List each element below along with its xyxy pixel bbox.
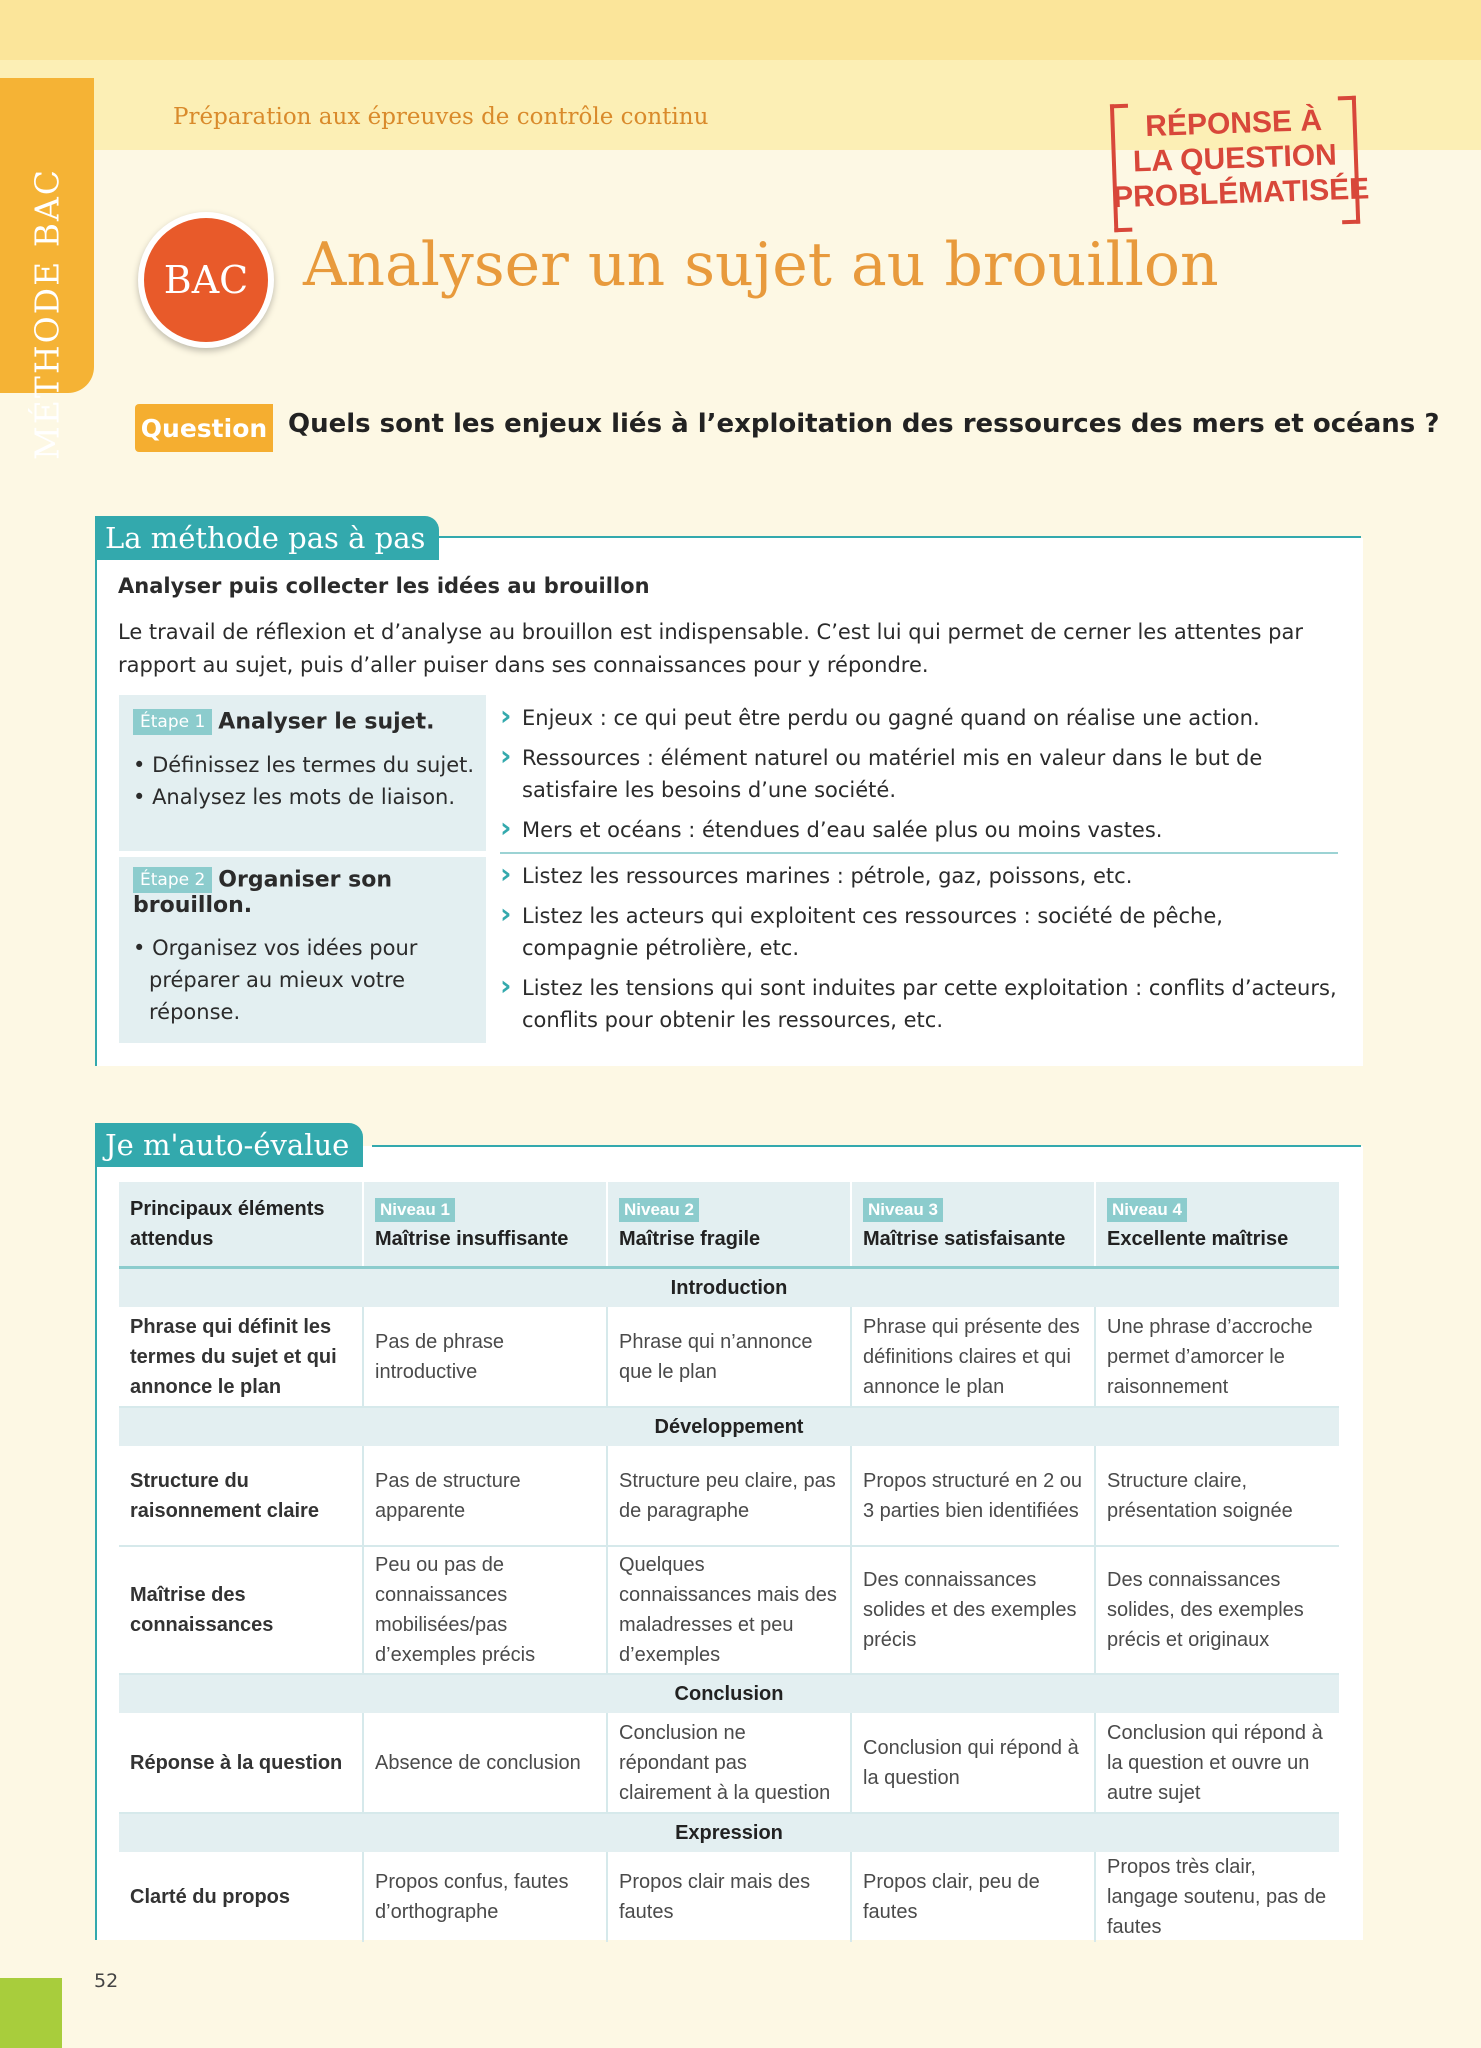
eval-tab: Je m'auto-évalue <box>95 1123 363 1167</box>
side-label: MÉTHODE BAC <box>27 167 67 461</box>
step-divider <box>119 851 486 857</box>
level-tag: Niveau 2 <box>619 1198 699 1222</box>
step-tag: Étape 1 <box>133 709 212 735</box>
bac-badge: BAC <box>138 212 274 348</box>
question-text: Quels sont les enjeux liés à l’exploitation des ressources des mers et océans ? <box>288 409 1440 439</box>
page-number: 52 <box>94 1970 119 1992</box>
table-row: Structure du raisonnement claire Pas de structure apparente Structure peu claire, pas de paragraphe Propos structuré en 2 ou 3 parties bien identifiées Structure claire, présentation soignée <box>119 1446 1339 1546</box>
question-label: Question <box>135 404 273 452</box>
methode-intro: Le travail de réflexion et d’analyse au brouillon est indispensable. C’est lui qui permet de cerner les attentes par rapport au sujet, puis d’aller puiser dans ses connaissances pour y répondre. <box>118 620 1303 677</box>
table-row: Clarté du propos Propos confus, fautes d’orthographe Propos clair mais des fautes Propos clair, peu de fautes Propos très clair, langage soutenu, pas de fautes <box>119 1852 1339 1942</box>
step-bullet: • Organisez vos idées pour préparer au mieux votre réponse. <box>133 936 418 1024</box>
header-level <box>1095 1182 1339 1268</box>
section-rule <box>380 536 1361 538</box>
section-rule <box>372 1145 1361 1147</box>
stamp-label <box>1110 96 1370 229</box>
header-level <box>363 1182 607 1268</box>
points-divider <box>500 852 1338 854</box>
point-item: › Enjeux : ce qui peut être perdu ou gagné quand on réalise une action. <box>500 702 1340 734</box>
point-item: › Ressources : élément naturel ou matériel mis en valeur dans le but de satisfaire les besoins d’une société. <box>500 742 1340 806</box>
header-criteria: Principaux éléments attendus <box>119 1182 363 1268</box>
level-label: Maîtrise satisfaisante <box>863 1228 1066 1250</box>
page-subtitle: Préparation aux épreuves de contrôle continu <box>173 104 709 130</box>
table-header <box>119 1182 1339 1268</box>
step-2-points <box>500 860 1340 1044</box>
point-item: › Listez les tensions qui sont induites par cette exploitation : conflits d’acteurs, conflits pour obtenir les ressources, etc. <box>500 972 1340 1036</box>
level-label: Maîtrise insuffisante <box>375 1228 569 1250</box>
side-label-tab <box>0 78 94 461</box>
stamp-line: LA QUESTION <box>1132 138 1338 179</box>
step-1-points <box>500 702 1340 854</box>
header-level <box>851 1182 1095 1268</box>
step-bullet: • Définissez les termes du sujet. <box>133 753 475 777</box>
section-row: Conclusion <box>119 1674 1339 1713</box>
step-tag: Étape 2 <box>133 867 212 893</box>
level-tag: Niveau 3 <box>863 1198 943 1222</box>
level-label: Excellente maîtrise <box>1107 1228 1289 1250</box>
step-bullet: • Analysez les mots de liaison. <box>133 785 456 809</box>
methode-heading: Analyser puis collecter les idées au brouillon <box>118 574 650 598</box>
step-2 <box>133 867 483 1028</box>
stamp-line: PROBLÉMATISÉE <box>1112 172 1370 215</box>
header-level <box>607 1182 851 1268</box>
evaluation-table <box>119 1182 1339 1942</box>
page-title: Analyser un sujet au brouillon <box>303 230 1219 300</box>
methode-tab: La méthode pas à pas <box>95 516 439 560</box>
steps-panel <box>119 695 486 1043</box>
level-tag: Niveau 1 <box>375 1198 455 1222</box>
stamp-line: RÉPONSE À <box>1144 103 1323 144</box>
table-row: Maîtrise des connaissances Peu ou pas de connaissances mobilisées/pas d’exemples précis Quelques connaissances mais des maladresses et peu d’exemples Des connaissances solides et des exemples précis Des connaissances solides, des exemples précis et originaux <box>119 1546 1339 1674</box>
point-item: › Mers et océans : étendues d’eau salée plus ou moins vastes. <box>500 814 1340 846</box>
section-row: Développement <box>119 1407 1339 1446</box>
table-row: Réponse à la question Absence de conclusion Conclusion ne répondant pas clairement à la question Conclusion qui répond à la question Conclusion qui répond à la question et ouvre un autre sujet <box>119 1713 1339 1813</box>
point-item: › Listez les acteurs qui exploitent ces ressources : société de pêche, compagnie pétrolière, etc. <box>500 900 1340 964</box>
point-item: › Listez les ressources marines : pétrole, gaz, poissons, etc. <box>500 860 1340 892</box>
step-1 <box>133 709 483 813</box>
level-label: Maîtrise fragile <box>619 1228 761 1250</box>
step-title: Analyser le sujet. <box>218 709 435 735</box>
section-row: Expression <box>119 1813 1339 1852</box>
step-title: Organiser son brouillon. <box>133 867 393 918</box>
level-tag: Niveau 4 <box>1107 1198 1187 1222</box>
section-row: Introduction <box>119 1268 1339 1308</box>
page-corner-tab <box>0 1978 62 2048</box>
table-row: Phrase qui définit les termes du sujet et qui annonce le plan Pas de phrase introductive Phrase qui n’annonce que le plan Phrase qui présente des définitions claires et qui annonce le plan Une phrase d’accroche permet d’amorcer le raisonnement <box>119 1307 1339 1407</box>
